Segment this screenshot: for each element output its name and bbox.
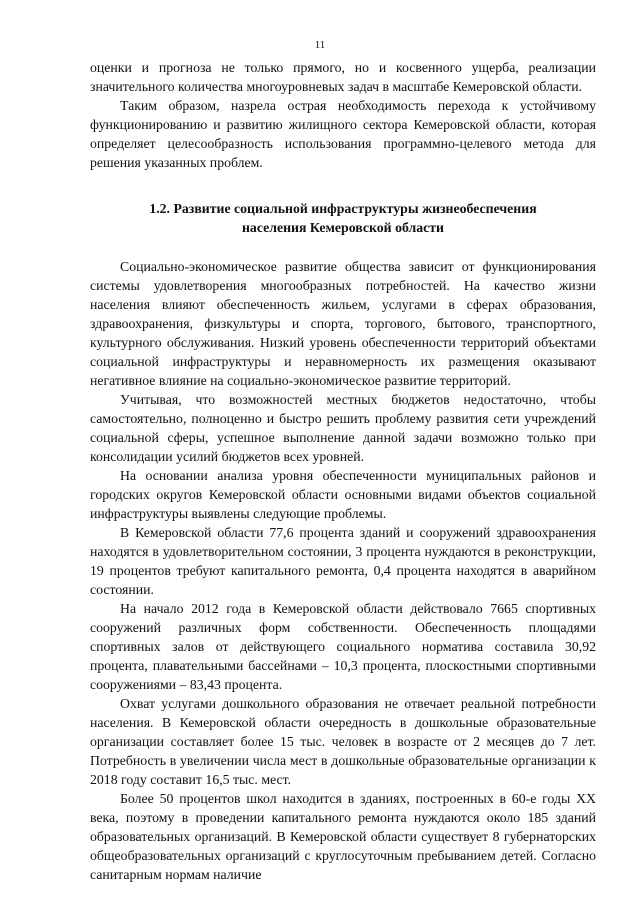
paragraph-social-development: Социально-экономическое развитие общества зависит от функционирования системы удовлетворения многообразных потребностей. На качество жизни населения влияют обеспеченность жильем, услугами в сферах образования, здравоохранения, физкультуры и спорта, торгового, бытового, транспортного, культурного обслуживания. Низкий уровень обеспеченности территорий объектами социальной инфраструктуры и неравномерность их размещения оказывают негативное влияние на социально-экономическое развитие территорий.	[90, 259, 596, 388]
page-number: 11	[314, 39, 326, 51]
section-heading	[90, 199, 596, 237]
section-heading-line-2: населения Кемеровской области	[241, 220, 445, 235]
paragraph-sports: На начало 2012 года в Кемеровской области действовало 7665 спортивных сооружений различных форм собственности. Обеспеченность площадями спортивных залов от действующего социального норматива составила 30,92 процента, плавательными бассейнами – 10,3 процента, плоскостными спортивными сооружениями – 83,43 процента.	[90, 601, 596, 692]
paragraph-local-budgets: Учитывая, что возможностей местных бюджетов недостаточно, чтобы самостоятельно, полноценно и быстро решить проблему развития сети учреждений социальной сферы, успешное выполнение данной задачи возможно только при консолидации усилий бюджетов всех уровней.	[90, 392, 596, 464]
paragraph-intro-continuation: оценки и прогноза не только прямого, но и косвенного ущерба, реализации значительного количества многоуровневых задач в масштабе Кемеровской области.	[90, 60, 596, 94]
paragraph-intro-conclusion: Таким образом, назрела острая необходимость перехода к устойчивому функционированию и развитию жилищного сектора Кемеровской области, которая определяет целесообразность использования программно-целевого метода для решения указанных проблем.	[90, 98, 596, 170]
document-body	[90, 58, 596, 884]
paragraph-healthcare: В Кемеровской области 77,6 процента зданий и сооружений здравоохранения находятся в удовлетворительном состоянии, 3 процента нуждаются в реконструкции, 19 процентов требуют капитального ремонта, 0,4 процента находятся в аварийном состоянии.	[90, 525, 596, 597]
section-heading-line-1: 1.2. Развитие социальной инфраструктуры жизнеобеспечения	[149, 201, 537, 216]
paragraph-schools: Более 50 процентов школ находится в зданиях, построенных в 60-е годы XX века, поэтому в проведении капитального ремонта нуждаются около 185 зданий образовательных организаций. В Кемеровской области существует 8 губернаторских общеобразовательных организаций с круглосуточным пребыванием детей. Согласно санитарным нормам наличие	[90, 791, 596, 882]
paragraph-analysis: На основании анализа уровня обеспеченности муниципальных районов и городских округов Кемеровской области основными видами объектов социальной инфраструктуры выявлены следующие проблемы.	[90, 468, 596, 521]
paragraph-preschool: Охват услугами дошкольного образования не отвечает реальной потребности населения. В Кемеровской области очередность в дошкольные образовательные организации составляет более 15 тыс. человек в возрасте от 2 месяцев до 7 лет. Потребность в увеличении числа мест в дошкольные образовательные организации к 2018 году составит 16,5 тыс. мест.	[90, 696, 596, 787]
